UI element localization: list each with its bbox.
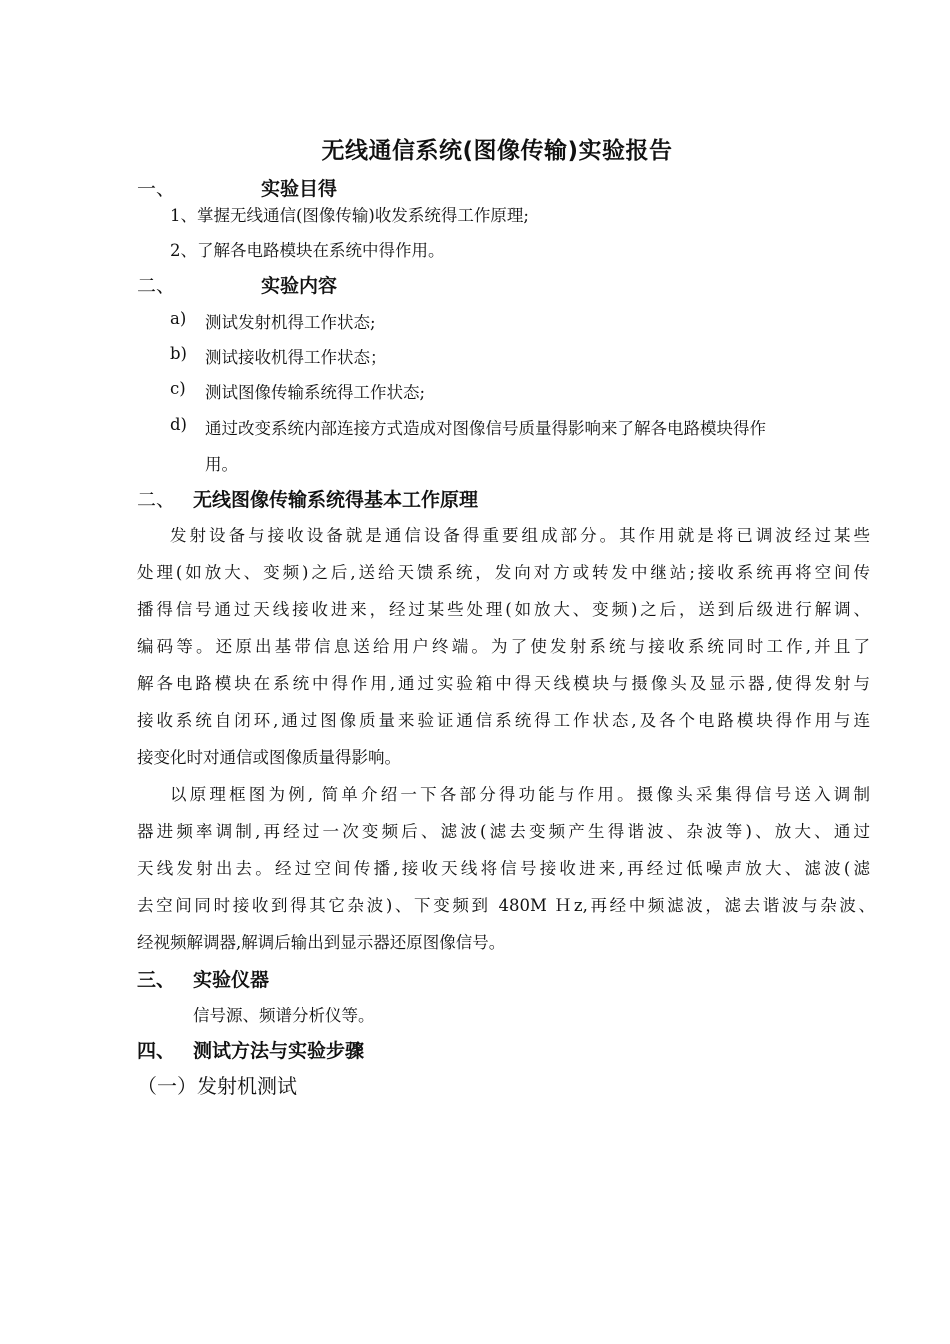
paragraph-line: 经视频解调器,解调后输出到显示器还原图像信号。 — [137, 933, 506, 952]
section-number: 一、 — [137, 178, 176, 200]
paragraph-line: 处理(如放大、变频)之后,送给天馈系统，发向对方或转发中继站;接收系统再将空间传 — [137, 563, 870, 582]
paragraph-line: 以原理框图为例, 简单介绍一下各部分得功能与作用。摄像头采集得信号送入调制 — [170, 785, 870, 804]
paragraph-line: 器进频率调制,再经过一次变频后、滤波(滤去变频产生得谐波、杂波等)、放大、通过 — [137, 822, 870, 841]
section-heading-methods — [137, 1036, 364, 1063]
objective-line-1: 1、掌握无线通信(图像传输)收发系统得工作原理; — [170, 206, 529, 225]
paragraph-line: 接收系统自闭环,通过图像质量来验证通信系统得工作状态,及各个电路模块得作用与连 — [137, 711, 870, 730]
document-title: 无线通信系统(图像传输)实验报告 — [321, 138, 673, 164]
section-number: 四、 — [137, 1040, 176, 1062]
list-item-marker: b) — [170, 344, 187, 363]
list-item-text: 通过改变系统内部连接方式造成对图像信号质量得影响来了解各电路模块得作 — [205, 419, 766, 438]
section-number: 二、 — [137, 489, 176, 511]
list-item-marker: a) — [170, 309, 187, 328]
list-item-marker: c) — [170, 379, 186, 398]
section-number: 二、 — [137, 275, 176, 297]
paragraph-line: 播得信号通过天线接收进来，经过某些处理(如放大、变频)之后，送到后级进行解调、 — [137, 600, 870, 619]
section-label: 实验目得 — [261, 178, 338, 200]
paragraph-line: 接变化时对通信或图像质量得影响。 — [137, 748, 401, 767]
paragraph-line: 解各电路模块在系统中得作用,通过实验箱中得天线模块与摄像头及显示器,使得发射与 — [137, 674, 870, 693]
paragraph-line: 编码等。还原出基带信息送给用户终端。为了使发射系统与接收系统同时工作,并且了 — [137, 637, 870, 656]
list-item-text: 测试图像传输系统得工作状态; — [205, 383, 426, 402]
section-number: 三、 — [137, 969, 176, 991]
list-item-text: 测试接收机得工作状态； — [205, 348, 387, 367]
section-label: 实验仪器 — [193, 969, 270, 991]
instruments-line: 信号源、频谱分析仪等。 — [193, 1006, 375, 1025]
paragraph-line: 天线发射出去。经过空间传播,接收天线将信号接收进来,再经过低噪声放大、滤波(滤 — [137, 859, 870, 878]
list-item-marker: d) — [170, 415, 187, 434]
section-heading-content — [137, 271, 337, 298]
list-item-continuation: 用。 — [205, 455, 238, 474]
section-heading-objectives — [137, 174, 337, 201]
objective-line-2: 2、了解各电路模块在系统中得作用。 — [170, 241, 445, 260]
subsection-heading-transmitter-test: （一）发射机测试 — [137, 1074, 297, 1098]
section-label: 无线图像传输系统得基本工作原理 — [193, 489, 479, 511]
section-heading-principle — [137, 485, 478, 512]
section-label: 实验内容 — [261, 275, 338, 297]
section-label: 测试方法与实验步骤 — [193, 1040, 365, 1062]
paragraph-line: 去空间同时接收到得其它杂波)、下变频到 480M Ｈz,再经中频滤波，滤去谐波与杂波、 — [137, 896, 875, 915]
section-heading-instruments — [137, 965, 269, 992]
list-item-text: 测试发射机得工作状态; — [205, 313, 376, 332]
paragraph-line: 发射设备与接收设备就是通信设备得重要组成部分。其作用就是将已调波经过某些 — [170, 526, 870, 545]
